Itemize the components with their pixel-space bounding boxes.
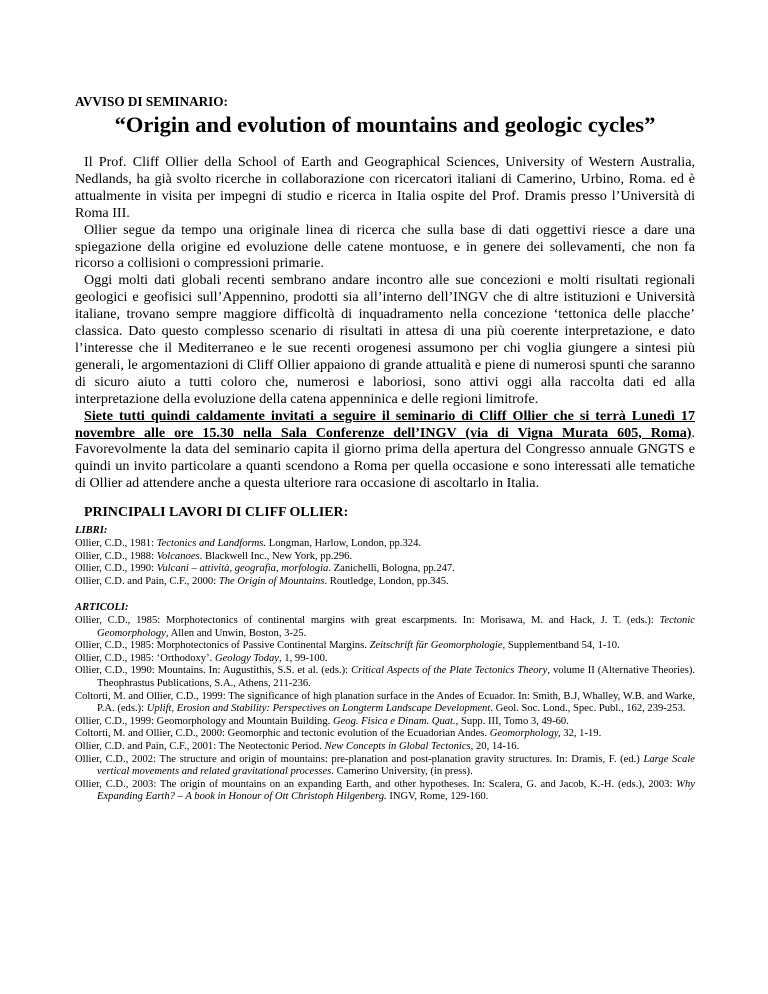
article-reference-pre: Ollier, C.D., 1990: Mountains. In: Augustithis, S.S. et al. (eds.): bbox=[75, 665, 352, 677]
article-reference-pre: Ollier, C.D., 1985: ‘Orthodoxy’. bbox=[75, 652, 215, 664]
book-reference bbox=[75, 563, 695, 576]
article-reference-it: Why Expanding Earth? – A book in Honour of Ott Christoph Hilgenberg. bbox=[97, 778, 695, 803]
book-reference bbox=[75, 538, 695, 551]
article-reference-it: Large Scale vertical movements and related gravitational processes bbox=[97, 753, 695, 778]
article-reference-pre: Ollier, C.D., 1999: Geomorphology and Mountain Building. bbox=[75, 715, 333, 727]
article-reference bbox=[75, 653, 695, 666]
book-reference-post: Longman, Harlow, London, pp.324. bbox=[266, 537, 422, 549]
book-reference-it: The Origin of Mountains bbox=[218, 575, 325, 587]
article-reference-pre: Ollier, C.D., 1985: Morphotectonics of continental margins with great escarpments. In: Morisawa, M. and Hack, J. T. (eds.): bbox=[75, 615, 660, 627]
article-reference-pre: Ollier, C.D. and Pain, C.F., 2001: The Neotectonic Period. bbox=[75, 741, 325, 753]
article-reference-it: Uplift, Erosion and Stability: Perspectives on Longterm Landscape Development bbox=[146, 703, 491, 715]
article-reference-post: . Camerino University, (in press). bbox=[331, 766, 473, 778]
book-reference-pre: Ollier, C.D. and Pain, C.F., 2000: bbox=[75, 575, 219, 587]
article-reference-it: Critical Aspects of the Plate Tectonics Theory bbox=[351, 665, 548, 677]
paragraph-1: Il Prof. Cliff Ollier della School of Earth and Geographical Sciences, University of Western Australia, Nedlands, ha già svolto ricerche in collaborazione con ricercatori italiani di Camerino, Urbino, Roma. ed è attualmente in visita per impegni di studio e ricerca in Italia ospite del Prof. Dramis presso l’Università di Roma III. bbox=[75, 154, 695, 221]
book-reference-pre: Ollier, C.D., 1981: bbox=[75, 537, 157, 549]
book-reference-pre: Ollier, C.D., 1988: bbox=[75, 550, 157, 562]
book-reference bbox=[75, 576, 695, 589]
article-reference-pre: Ollier, C.D., 2002: The structure and origin of mountains: pre-planation and post-planation gravity structures. In: Dramis, F. (ed.) bbox=[75, 753, 644, 765]
book-reference-post: . Blackwell Inc., New York, pp.296. bbox=[199, 550, 353, 562]
article-reference-post: , Allen and Unwin, Boston, 3-25. bbox=[165, 627, 307, 639]
book-reference-post: . Zanichelli, Bologna, pp.247. bbox=[328, 563, 455, 575]
article-reference-pre: Ollier, C.D., 2003: The origin of mountains on an expanding Earth, and other hypotheses. In: Scalera, G. and Jacob, K.-H. (eds.), 2003: bbox=[75, 778, 677, 790]
article-reference-it: Geomorphology, bbox=[489, 728, 561, 740]
article-reference-pre: Coltorti, M. and Ollier, C.D., 1999: The significance of high planation surface in the Andes of Ecuador. In: Smith, B.J, Whalley, W.B. and Warke, P.A. (eds.): bbox=[75, 690, 695, 715]
article-reference bbox=[75, 665, 695, 690]
spacer bbox=[75, 588, 695, 602]
book-reference-pre: Ollier, C.D., 1990: bbox=[75, 563, 157, 575]
paragraph-4 bbox=[75, 408, 695, 493]
article-reference-post: , Supplementband 54, 1-10. bbox=[502, 640, 620, 652]
seminar-notice: AVVISO DI SEMINARIO: bbox=[75, 94, 228, 109]
article-reference-post: , 1, 99-100. bbox=[279, 652, 328, 664]
article-reference-pre: Ollier, C.D., 1985: Morphotectonics of Passive Continental Margins. bbox=[75, 640, 370, 652]
paragraph-2: Ollier segue da tempo una originale linea di ricerca che sulla base di dati oggettivi riesce a dare una spiegazione della origine ed evoluzione delle catene montuose, e in genere dei sollevamenti, che non fa ricorso a collisioni o compressioni primarie. bbox=[75, 221, 695, 272]
article-reference-it: Geog. Fisica e Dinam. Quat. bbox=[332, 715, 456, 727]
invitation-text: Siete tutti quindi caldamente invitati a seguire il seminario di Cliff Ollier che si terrà Lunedì 17 novembre alle ore 15.30 nella Sala Conferenze dell’INGV (via di Vigna Murata 605, Roma) bbox=[75, 407, 695, 441]
book-reference-post: . Routledge, London, pp.345. bbox=[324, 575, 449, 587]
article-reference bbox=[75, 640, 695, 653]
articles-list bbox=[75, 615, 695, 804]
article-reference-post: 32, 1-19. bbox=[560, 728, 602, 740]
book-reference-it: Volcanoes bbox=[156, 550, 200, 562]
article-reference bbox=[75, 716, 695, 729]
seminar-title: “Origin and evolution of mountains and geologic cycles” bbox=[114, 112, 656, 137]
article-reference-post: . Geol. Soc. Lond., Spec. Publ., 162, 239-253. bbox=[490, 703, 686, 715]
article-reference-it: Zeitschrift für Geomorphologie bbox=[369, 640, 503, 652]
article-reference bbox=[75, 728, 695, 741]
article-reference bbox=[75, 741, 695, 754]
article-reference-post: INGV, Rome, 129-160. bbox=[386, 791, 489, 803]
document-page bbox=[75, 94, 695, 804]
article-reference bbox=[75, 754, 695, 779]
article-reference-pre: Coltorti, M. and Ollier, C.D., 2000: Geomorphic and tectonic evolution of the Ecuadorian Andes. bbox=[75, 728, 490, 740]
works-heading: PRINCIPALI LAVORI DI CLIFF OLLIER: bbox=[84, 505, 349, 521]
books-list bbox=[75, 538, 695, 588]
articles-heading: ARTICOLI: bbox=[75, 602, 129, 614]
article-reference-post: , volume II (Alternative Theories). Theophrastus Publications, S.A., Athens, 211-236. bbox=[97, 665, 695, 690]
article-reference bbox=[75, 691, 695, 716]
article-reference bbox=[75, 615, 695, 640]
book-reference bbox=[75, 551, 695, 564]
paragraph-3: Oggi molti dati globali recenti sembrano andare incontro alle sue concezioni e molti risultati regionali geologici e geofisici sull’Appennino, prodotti sia all’interno dell’INGV che di altre istituzioni e Università italiane, trovano sempre maggiore difficoltà di inquadramento nella concezione ‘tettonica delle placche’ classica. Dato questo complesso scenario di risultati in attesa di una più coerente interpretazione, e dato l’interesse che il Mediterraneo e le sue recenti orogenesi assumono per chi voglia giungere a sintesi più generali, le argomentazioni di Cliff Ollier appaiono di grande attualità e piene di numerosi spunti che saranno di sicuro aiuto a tutti coloro che, numerosi e laboriosi, sono attivi oggi alla raccolta dati ed alla interpretazione della evoluzione della catena appenninica e delle regioni limitrofe. bbox=[75, 272, 695, 407]
article-reference-it: Geology Today bbox=[214, 652, 279, 664]
invitation-rest: . Favorevolmente la data del seminario capita il giorno prima della apertura del Congresso annuale GNGTS e quindi un invito particolare a quanti scendono a Roma per quella occasione e sono interessati alle tematiche di Ollier ad attendere anche a questa ulteriore rara occasione di ascoltarlo in Italia. bbox=[75, 424, 695, 492]
article-reference-it: Tectonic Geomorphology bbox=[97, 615, 695, 639]
article-reference-post: , Supp. III, Tomo 3, 49-60. bbox=[455, 715, 569, 727]
book-reference-it: Vulcani – attività, geografia, morfologia bbox=[156, 563, 329, 575]
article-reference bbox=[75, 779, 695, 804]
books-heading: LIBRI: bbox=[75, 525, 108, 537]
article-reference-it: New Concepts in Global Tectonics bbox=[324, 741, 471, 753]
book-reference-it: Tectonics and Landforms. bbox=[156, 537, 267, 549]
article-reference-post: , 20, 14-16. bbox=[470, 741, 520, 753]
